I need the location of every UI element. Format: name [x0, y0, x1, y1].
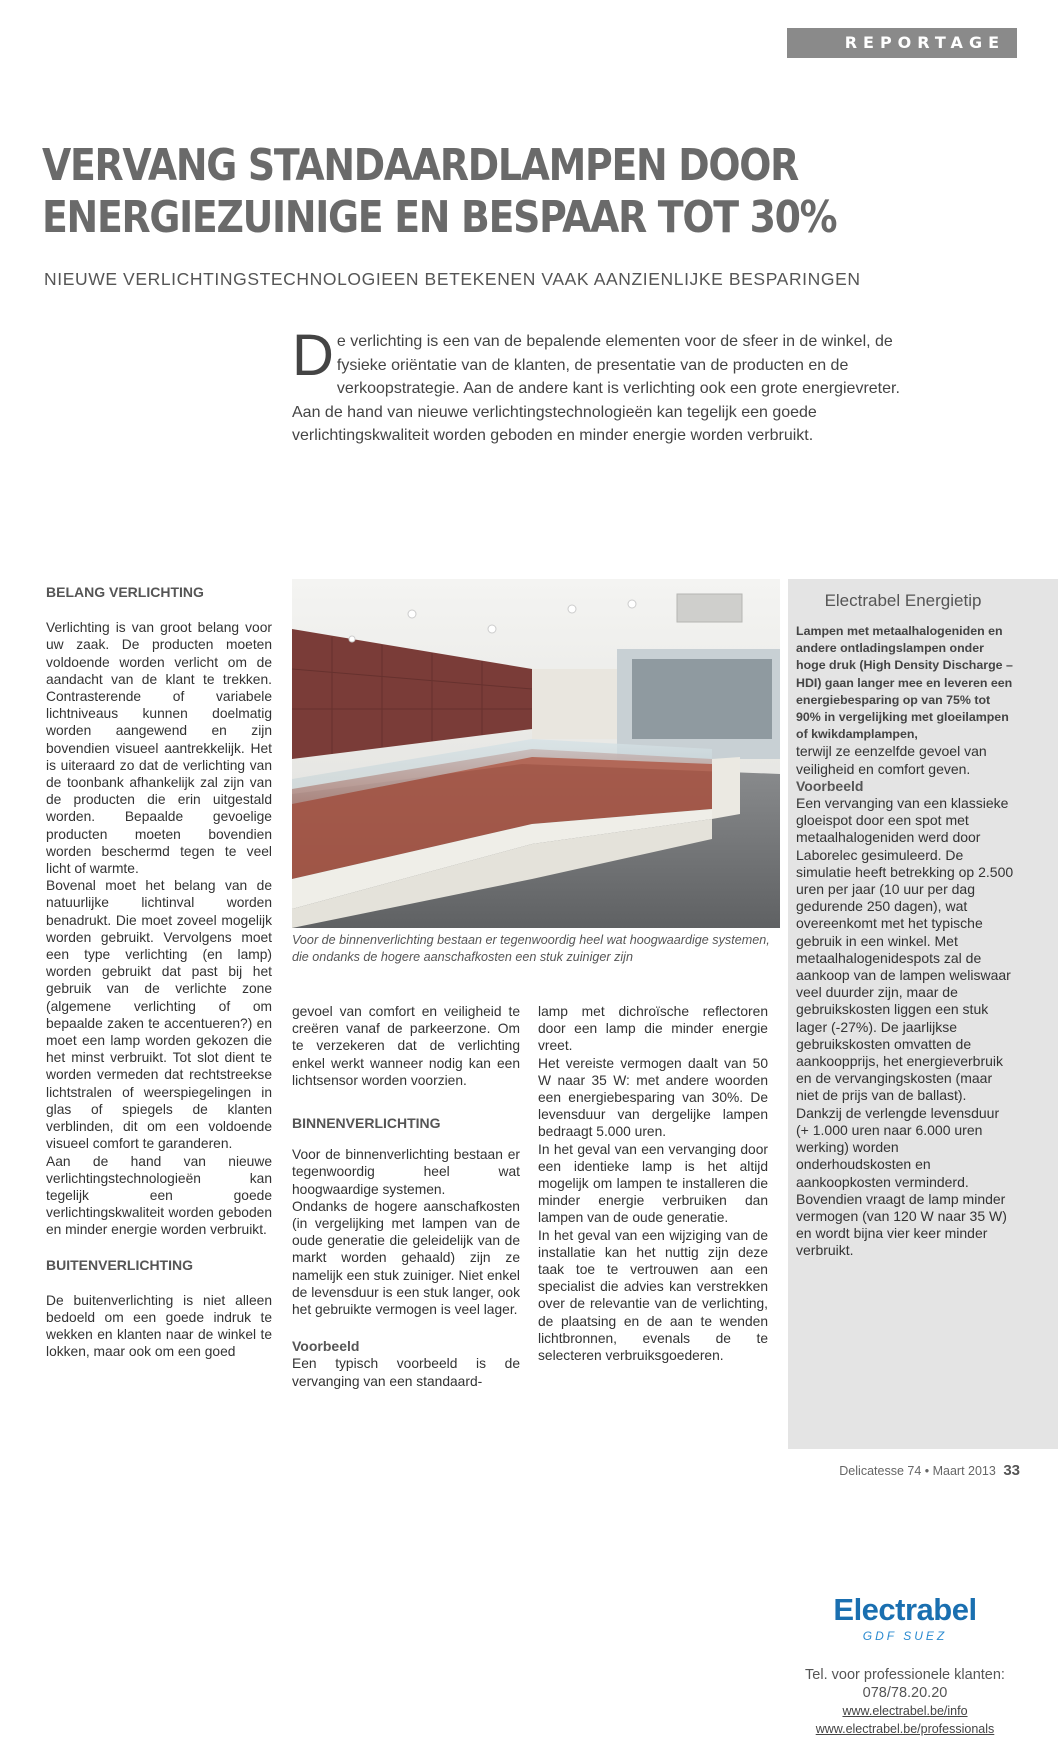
col1-paragraph-2: Bovenal moet het belang van de natuurlijke lichtinval worden benadrukt. Die moet zoveel mogelijk worden gebruikt. Vervolgens moet een type verlichting (en lamp) worden gebruikt dat past bij het gebruik van de verlichte zone (algemene verlichting of om bepaalde zaken te accentueren?) en moet een lamp worden gekozen die het minst verbruikt. Tot slot dient te worden vermeden dat rechtstreekse lichtstralen of weerspiegelingen in glas of spiegels de klanten verblinden, dit om een voldoende visueel comfort te garanderen.	[46, 878, 272, 1152]
column-3	[538, 1003, 768, 1364]
article-title	[42, 140, 868, 244]
heading-voorbeeld: Voorbeeld	[292, 1338, 360, 1355]
col1-paragraph-4: De buitenverlichting is niet alleen bedoeld om een goede indruk te wekken en klanten naar de winkel te lokken, maar ook om een goed	[46, 1292, 272, 1360]
title-line-1: VERVANG STANDAARDLAMPEN DOOR	[42, 140, 799, 191]
link-info[interactable]: www.electrabel.be/info	[842, 1704, 968, 1718]
col3-paragraph-3: In het geval van een vervanging door een identieke lamp is het altijd mogelijk om lampen te installeren die minder energie verbruiken dan lampen van de oude generatie.	[538, 1141, 768, 1226]
column-1	[46, 584, 272, 1361]
sidebar-body	[796, 623, 1014, 1260]
electrabel-logo	[805, 1592, 1005, 1644]
shop-interior-photo	[292, 579, 780, 928]
column-2	[292, 1003, 520, 1390]
col2-paragraph-4: Een typisch voorbeeld is de vervanging van een standaard-	[292, 1356, 520, 1389]
sidebar-lead: Lampen met metaalhalogeniden en andere ontladingslampen onder hoge druk (High Density Discharge – HDI) gaan langer mee en leveren een energiebesparing op van 75% tot 90% in vergelijking met gloeilampen of kwikdamplampen,	[796, 624, 1013, 742]
col2-paragraph-1: gevoel van comfort en veiligheid te creëren vanaf de parkeerzone. Om te verzekeren dat de verlichting enkel werkt wanneer nodig kan een lichtsensor worden voorzien.	[292, 1004, 520, 1088]
col3-paragraph-2: Het vereiste vermogen daalt van 50 W naar 35 W: met andere woorden een energiebesparing van 30%. De levensduur van dergelijke lampen bedraagt 5.000 uren.	[538, 1055, 768, 1140]
dropcap: D	[292, 323, 334, 388]
contact-block	[788, 1666, 1022, 1738]
intro-text: e verlichting is een van de bepalende elementen voor de sfeer in de winkel, de fysieke oriëntatie van de klanten, de presentatie van de producten en de verkoopstrategie. Aan de andere kant is verlichting ook een grote energievreter. Aan de hand van nieuwe verlichtingstechnologieën kan tegelijk een goede verlichtingskwaliteit worden geboden en minder energie worden verbruikt.	[292, 333, 900, 444]
col3-paragraph-4: In het geval van een wijziging van de installatie kan het nuttig zijn deze taak toe te vertrouwen aan een specialist die advies kan verstrekken over de relevantie van de verlichting, de plaatsing en de aan te wenden lichtbronnen, evenals de te selecteren verbruiksgoederen.	[538, 1227, 768, 1364]
heading-belang: BELANG VERLICHTING	[46, 584, 204, 600]
footer-publication: Delicatesse 74 • Maart 2013	[839, 1464, 996, 1478]
article-subtitle: NIEUWE VERLICHTINGSTECHNOLOGIEEN BETEKENEN VAAK AANZIENLIJKE BESPARINGEN	[44, 269, 861, 289]
page-footer	[830, 1462, 1020, 1479]
col3-paragraph-1: lamp met dichroïsche reflectoren door een lamp die minder energie vreet.	[538, 1004, 768, 1054]
col1-paragraph-1: Verlichting is van groot belang voor uw zaak. De producten moeten voldoende worden verlicht om de aandacht van de klant te trekken. Contrasterende of variabele lichtniveaus kunnen doelmatig worden aangewend en zijn bovendien visueel aantrekkelijk. Het is uiteraard zo dat de verlichting van de toonbank afhankelijk zal zijn van de producten die erin uitgestald worden. Bepaalde gevoelige producten moeten bovendien worden beschermd tegen te veel licht of warmte.	[46, 620, 272, 877]
tel-number: 078/78.20.20	[862, 1685, 948, 1701]
col1-paragraph-3: Aan de hand van nieuwe verlichtingstechnologieën kan tegelijk een goede verlichtingskwaliteit worden geboden en minder energie worden verbruikt.	[46, 1153, 272, 1238]
sidebar-paragraph-1: terwijl ze eenzelfde gevoel van veiligheid en comfort geven.	[796, 743, 987, 777]
heading-buiten: BUITENVERLICHTING	[46, 1256, 193, 1273]
sidebar-subheading: Voorbeeld	[796, 777, 864, 794]
col2-paragraph-2: Voor de binnenverlichting bestaan er tegenwoordig heel wat hoogwaardige systemen.	[292, 1147, 520, 1197]
sidebar-title: Electrabel Energietip	[824, 591, 982, 610]
intro-paragraph	[292, 323, 912, 448]
tel-label: Tel. voor professionele klanten:	[805, 1667, 1005, 1683]
photo-caption: Voor de binnenverlichting bestaan er tegenwoordig heel wat hoogwaardige systemen, die ondanks de hogere aanschafkosten een stuk zuiniger zijn	[292, 933, 770, 964]
col2-paragraph-3: Ondanks de hogere aanschafkosten (in vergelijking met lampen van de oude generatie die geleidelijk van de markt worden gehaald) zijn ze namelijk een stuk zuiniger. Niet enkel de levensduur is een stuk langer, ook het gebruikte vermogen is veel lager.	[292, 1198, 520, 1318]
logo-subbrand: GDF SUEZ	[862, 1629, 948, 1643]
section-tag: REPORTAGE	[787, 28, 1017, 58]
title-line-2: ENERGIEZUINIGE EN BESPAAR TOT 30%	[42, 192, 837, 243]
heading-binnen: BINNENVERLICHTING	[292, 1115, 441, 1132]
photo-illustration	[292, 579, 780, 928]
logo-wordmark: Electrabel	[833, 1592, 977, 1627]
sidebar-paragraph-2: Een vervanging van een klassieke gloeispot door een spot met metaalhalogeniden werd door Laborelec gesimuleerd. De simulatie heeft betrekking op 2.500 uren per jaar (10 uur per dag gedurende 250 dagen), wat overeenkomt met het typische gebruik in een winkel. Met metaalhalogenidespots zal de aankoop van de lampen weliswaar veel duurder zijn, maar de gebruikskosten liggen een stuk lager (-27%). De jaarlijkse gebruikskosten omvatten de aankoopprijs, het energieverbruik en de vervangingskosten (maar niet de prijs van de ballast). Dankzij de verlengde levensduur (+ 1.000 uren naar 6.000 uren werking) worden onderhoudskosten en aankoopkosten verminderd. Bovendien vraagt de lamp minder vermogen (van 120 W naar 35 W) en wordt bijna vier keer minder verbruikt.	[796, 795, 1014, 1259]
link-professionals[interactable]: www.electrabel.be/professionals	[815, 1722, 995, 1736]
page-number: 33	[1003, 1462, 1020, 1479]
